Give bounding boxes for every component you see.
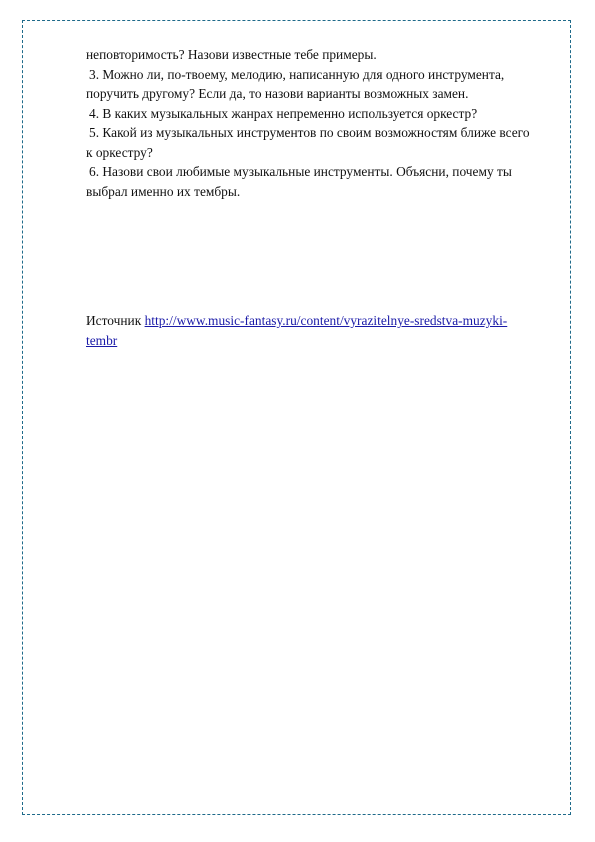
source-link-continuation[interactable] (86, 333, 117, 348)
question-4: 4. В каких музыкальных жанрах непременно используется оркестр? (89, 105, 478, 121)
source-link[interactable] (145, 313, 508, 328)
document-body (86, 45, 546, 201)
source-link-line-1: http://www.music-fantasy.ru/content/vyrazitelnye-sredstva-muzyki- (144, 313, 508, 328)
source-link-line-2: tembr (86, 332, 118, 348)
question-5-line-1: 5. Какой из музыкальных инструментов по своим возможностям ближе всего (89, 125, 530, 140)
question-6-line-2: выбрал именно их тембры. (86, 183, 241, 199)
question-3-line-1: 3. Можно ли, по-твоему, мелодию, написанную для одного инструмента, (89, 66, 505, 82)
source-block (86, 311, 546, 350)
question-6-line-1: 6. Назови свои любимые музыкальные инструменты. Объясни, почему ты (89, 164, 512, 179)
source-label: Источник (86, 313, 142, 328)
text-line-1: неповторимость? Назови известные тебе примеры. (86, 47, 377, 62)
question-3-line-2: поручить другому? Если да, то назови варианты возможных замен. (86, 86, 469, 101)
question-5-line-2: к оркестру? (86, 144, 153, 160)
